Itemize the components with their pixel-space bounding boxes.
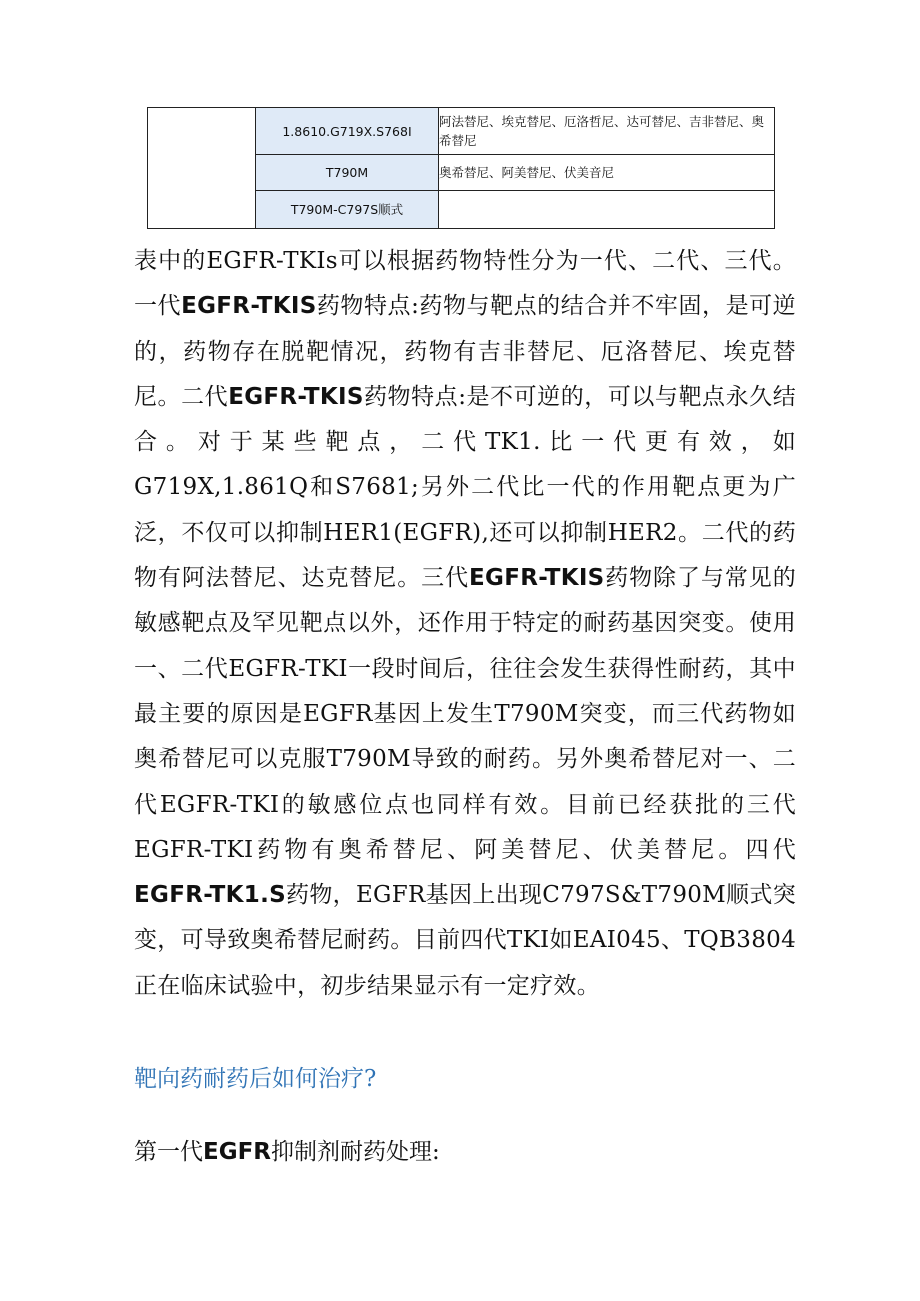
mutation-cell: 1.8610.G719X.S768I bbox=[256, 108, 439, 155]
mutation-cell: T790M bbox=[256, 155, 439, 191]
table-blank-cell bbox=[148, 108, 256, 229]
paragraph-text: 表中的EGFR-TKIs可以根据药物特性分为一代、二代、三代。一代 bbox=[134, 248, 796, 320]
paragraph-bold-term: EGFR-TKIS bbox=[469, 565, 605, 592]
drug-cell: 阿法替尼、埃克替尼、厄洛哲尼、达可替尼、吉非替尼、奥希替尼 bbox=[439, 108, 775, 155]
drug-cell: 奥希替尼、阿美替尼、伏美音尼 bbox=[439, 155, 775, 191]
mutation-drug-table bbox=[147, 107, 775, 229]
paragraph-text: 药物特点:药物与靶点的结合并不牢固，是可逆的，药物存在脱靶情况，药物有吉非替尼、厄洛替尼、埃克替尼。二代 bbox=[134, 293, 796, 410]
paragraph-bold-term: EGFR-TK1.S bbox=[134, 882, 286, 909]
drug-cell bbox=[439, 191, 775, 229]
section-heading: 靶向药耐药后如何治疗? bbox=[134, 1066, 377, 1092]
sub-heading bbox=[134, 1132, 440, 1172]
table-row bbox=[148, 108, 775, 155]
mutation-cell: T790M-C797S顺式 bbox=[256, 191, 439, 229]
body-paragraph bbox=[134, 239, 796, 1009]
paragraph-bold-term: EGFR-TKIS bbox=[181, 293, 317, 320]
sub-heading-suffix: 抑制剂耐药处理: bbox=[271, 1139, 440, 1165]
sub-heading-bold-term: EGFR bbox=[203, 1139, 272, 1165]
paragraph-bold-term: EGFR-TKIS bbox=[228, 383, 364, 410]
paragraph-text: 药物，EGFR基因上出现C797S&T790M顺式突变，可导致奥希替尼耐药。目前四代TKI如EAI045、TQB3804正在临床试验中，初步结果显示有一定疗效。 bbox=[134, 882, 796, 999]
paragraph-text: 药物特点:是不可逆的，可以与靶点永久结合。对于某些靶点，二代TK1.比一代更有效，如G719X,1.861Q和S7681;另外二代比一代的作用靶点更为广泛，不仅可以抑制HER1(EGFR),还可以抑制HER2。二代的药物有阿法替尼、达克替尼。三代 bbox=[134, 383, 796, 592]
paragraph-text: 药物除了与常见的敏感靶点及罕见靶点以外，还作用于特定的耐药基因突变。使用一、二代EGFR-TKI一段时间后，往往会发生获得性耐药，其中最主要的原因是EGFR基因上发生T790M突变，而三代药物如奥希替尼可以克服T790M导致的耐药。另外奥希替尼对一、二代EGFR-TKI的敏感位点也同样有效。目前已经获批的三代EGFR-TKI药物有奥希替尼、阿美替尼、伏美替尼。四代 bbox=[134, 565, 796, 863]
sub-heading-prefix: 第一代 bbox=[134, 1139, 203, 1165]
